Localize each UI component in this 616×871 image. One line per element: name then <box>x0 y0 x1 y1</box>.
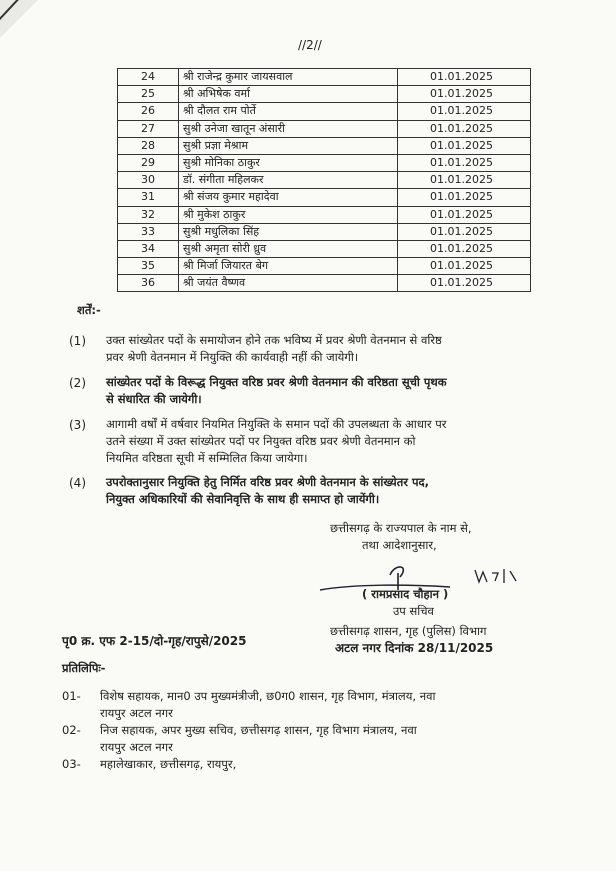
serial-number-cell: 33 <box>118 223 179 240</box>
condition-number: (2) <box>69 376 86 390</box>
officer-name-cell: श्री संजय कुमार महादेवा <box>179 189 398 206</box>
table-row <box>118 69 531 86</box>
serial-number-cell: 29 <box>118 154 179 171</box>
officer-name-cell: सुश्री अमृता सोरी ध्रुव <box>179 240 398 257</box>
table-row <box>118 120 531 137</box>
file-number: पृ0 क्र. एफ 2-15/दो-गृह/रापुसे/2025 <box>62 634 247 648</box>
table-row <box>118 86 531 103</box>
table-row <box>118 258 531 275</box>
officer-name-cell: श्री अभिषेक वर्मा <box>179 86 398 103</box>
effective-date-cell: 01.01.2025 <box>398 206 531 223</box>
governor-line: छत्तीसगढ़ के राज्यपाल के नाम से, <box>330 521 472 535</box>
copy-recipient: विशेष सहायक, मान0 उप मुख्यमंत्रीजी, छ0ग0 शासन, गृह विभाग, मंत्रालय, नवा रायपुर अटल नगर <box>100 689 436 720</box>
serial-number-cell: 36 <box>118 275 179 292</box>
table-row <box>118 137 531 154</box>
condition-text: उक्त सांख्येतर पदों के समायोजन होने तक भविष्य में प्रवर श्रेणी वेतनमान से वरिष्ठ प्रवर श्रेणी वेतनमान में नियुक्ति की कार्यवाही नहीं की जायेगी। <box>106 333 442 364</box>
conditions-heading: शर्तें:- <box>77 303 101 317</box>
condition-text: सांख्येतर पदों के विरूद्ध नियुक्त वरिष्ठ प्रवर श्रेणी वेतनमान की वरिष्ठता सूची पृथक से संधारित की जायेगी। <box>106 375 447 406</box>
effective-date-cell: 01.01.2025 <box>398 240 531 257</box>
officer-name-cell: सुश्री मधुलिका सिंह <box>179 223 398 240</box>
order-line: तथा आदेशानुसार, <box>362 538 437 552</box>
table-row <box>118 240 531 257</box>
effective-date-cell: 01.01.2025 <box>398 154 531 171</box>
condition-number: (3) <box>69 418 86 432</box>
table-row <box>118 103 531 120</box>
officer-name-cell: श्री मुकेश ठाकुर <box>179 206 398 223</box>
folded-corner <box>0 0 38 38</box>
copy-heading: प्रतिलिपिः- <box>62 661 106 675</box>
copy-number: 03- <box>62 757 81 771</box>
serial-number-cell: 26 <box>118 103 179 120</box>
serial-number-cell: 32 <box>118 206 179 223</box>
serial-number-cell: 31 <box>118 189 179 206</box>
page-number: //2// <box>298 38 322 52</box>
effective-date-cell: 01.01.2025 <box>398 120 531 137</box>
copy-recipient: महालेखाकार, छत्तीसगढ़, रायपुर, <box>100 757 237 771</box>
copy-recipient: निज सहायक, अपर मुख्य सचिव, छत्तीसगढ़ शासन, गृह विभाग मंत्रालय, नवा रायपुर अटल नगर <box>100 723 417 754</box>
officer-name-cell: सुश्री उनेजा खातून अंसारी <box>179 120 398 137</box>
effective-date-cell: 01.01.2025 <box>398 103 531 120</box>
officer-list-table <box>117 68 531 292</box>
signer-name: ( रामप्रसाद चौहान ) <box>362 587 449 601</box>
table-row <box>118 189 531 206</box>
condition-number: (1) <box>69 334 86 348</box>
effective-date-cell: 01.01.2025 <box>398 258 531 275</box>
table-row <box>118 275 531 292</box>
serial-number-cell: 25 <box>118 86 179 103</box>
table-row <box>118 172 531 189</box>
effective-date-cell: 01.01.2025 <box>398 137 531 154</box>
copy-number: 02- <box>62 723 81 737</box>
serial-number-cell: 35 <box>118 258 179 275</box>
effective-date-cell: 01.01.2025 <box>398 223 531 240</box>
copy-number: 01- <box>62 689 81 703</box>
officer-name-cell: सुश्री प्रज्ञा मेश्राम <box>179 137 398 154</box>
effective-date-cell: 01.01.2025 <box>398 275 531 292</box>
effective-date-cell: 01.01.2025 <box>398 189 531 206</box>
officer-name-cell: सुश्री मोनिका ठाकुर <box>179 154 398 171</box>
effective-date-cell: 01.01.2025 <box>398 172 531 189</box>
officer-name-cell: श्री दौलत राम पोर्ते <box>179 103 398 120</box>
serial-number-cell: 27 <box>118 120 179 137</box>
officer-name-cell: श्री राजेन्द्र कुमार जायसवाल <box>179 69 398 86</box>
condition-text: उपरोक्तानुसार नियुक्ति हेतु निर्मित वरिष्ठ प्रवर श्रेणी वेतनमान के सांख्येतर पद, नियुक्त अधिकारियों की सेवानिवृत्ति के साथ ही समाप्त हो जायेंगी। <box>106 475 429 506</box>
officer-name-cell: श्री मिर्जा जियारत बेग <box>179 258 398 275</box>
effective-date-cell: 01.01.2025 <box>398 86 531 103</box>
officer-name-cell: डॉ. संगीता महिलकर <box>179 172 398 189</box>
serial-number-cell: 28 <box>118 137 179 154</box>
condition-number: (4) <box>69 476 86 490</box>
table-row <box>118 223 531 240</box>
serial-number-cell: 24 <box>118 69 179 86</box>
serial-number-cell: 34 <box>118 240 179 257</box>
place-date: अटल नगर दिनांक 28/11/2025 <box>335 641 494 655</box>
table-row <box>118 206 531 223</box>
condition-text: आगामी वर्षों में वर्षवार नियमित नियुक्ति के समान पदों की उपलब्धता के आधार पर उतने संख्या में उक्त सांख्येतर पदों पर नियुक्त वरिष्ठ प्रवर श्रेणी वेतनमान को नियमित वरिष्ठता सूची में सम्मिलित किया जायेगा। <box>106 417 447 465</box>
department-line: छत्तीसगढ़ शासन, गृह (पुलिस) विभाग <box>330 624 487 638</box>
officer-name-cell: श्री जयंत वैष्णव <box>179 275 398 292</box>
signer-designation: उप सचिव <box>393 604 434 618</box>
effective-date-cell: 01.01.2025 <box>398 69 531 86</box>
serial-number-cell: 30 <box>118 172 179 189</box>
table-row <box>118 154 531 171</box>
